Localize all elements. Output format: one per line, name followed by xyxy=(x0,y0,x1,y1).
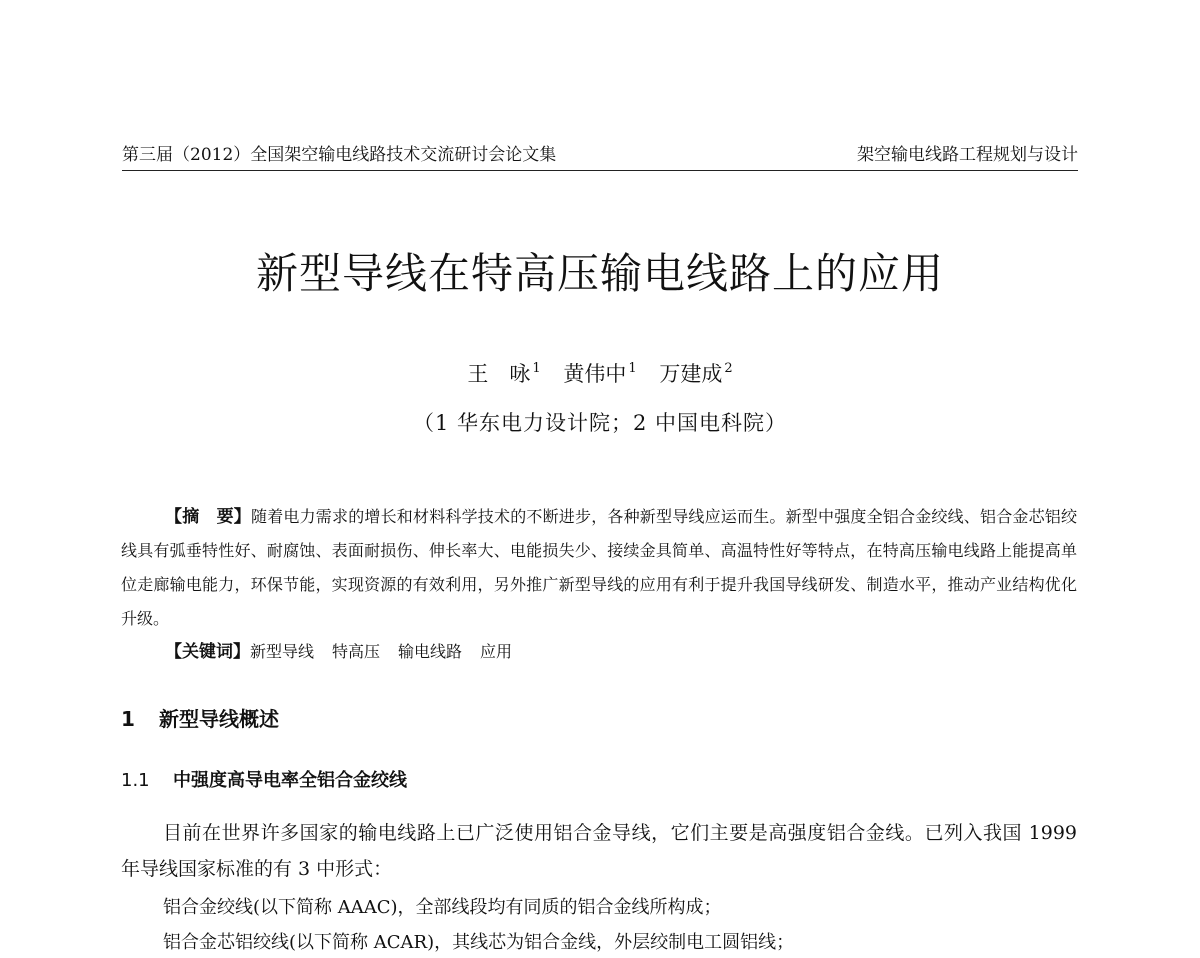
abstract xyxy=(121,500,1077,636)
author-name: 王 咏 xyxy=(467,362,531,386)
author xyxy=(563,362,636,386)
subsection-title: 中强度高导电率全铝合金绞线 xyxy=(173,770,407,791)
running-head-right: 架空输电线路工程规划与设计 xyxy=(857,145,1078,165)
paper-title: 新型导线在特高压输电线路上的应用 xyxy=(255,249,944,298)
running-head-left: 第三届（2012）全国架空输电线路技术交流研讨会论文集 xyxy=(122,145,557,165)
section-heading xyxy=(121,704,279,734)
author-name: 万建成 xyxy=(659,362,723,386)
keywords xyxy=(165,637,530,667)
subsection-number: 1.1 xyxy=(121,770,150,791)
running-head xyxy=(122,144,1078,171)
body-line: 铝合金芯铝绞线(以下简称 ACAR)，其线芯为铝合金线，外层绞制电工圆铝线； xyxy=(163,932,795,953)
author-affiliation-mark: 2 xyxy=(724,361,733,376)
keyword: 输电线路 xyxy=(398,642,463,661)
author xyxy=(659,362,732,386)
keyword: 特高压 xyxy=(332,642,381,661)
abstract-text: 随着电力需求的增长和材料科学技术的不断进步，各种新型导线应运而生。新型中强度全铝合金绞线、铝合金芯铝绞线具有弧垂特性好、耐腐蚀、表面耐损伤、伸长率大、电能损失少、接续金具简单、高温特性好等特点，在特高压输电线路上能提高单位走廊输电能力，环保节能，实现资源的有效利用，另外推广新型导线的应用有利于提升我国导线研发、制造水平，推动产业结构优化升级。 xyxy=(121,507,1077,628)
keyword: 应用 xyxy=(480,642,513,661)
section-title: 新型导线概述 xyxy=(159,707,279,731)
body-paragraph: 目前在世界许多国家的输电线路上已广泛使用铝合金导线，它们主要是高强度铝合金线。已列入我国 1999 年导线国家标准的有 3 中形式： xyxy=(121,822,1077,880)
author-name: 黄伟中 xyxy=(563,362,627,386)
affiliation: （1 华东电力设计院；2 中国电科院） xyxy=(412,411,788,435)
author xyxy=(467,362,540,386)
subsection-heading xyxy=(121,767,407,795)
author-affiliation-mark: 1 xyxy=(628,361,637,376)
abstract-label: 【摘 要】 xyxy=(165,507,251,527)
author-affiliation-mark: 1 xyxy=(532,361,541,376)
author-list xyxy=(0,354,1200,389)
body-line: 铝合金绞线(以下简称 AAAC)，全部线段均有同质的铝合金线所构成； xyxy=(163,897,722,918)
keywords-label: 【关键词】 xyxy=(165,642,250,662)
keyword: 新型导线 xyxy=(250,642,315,661)
section-number: 1 xyxy=(121,707,135,731)
